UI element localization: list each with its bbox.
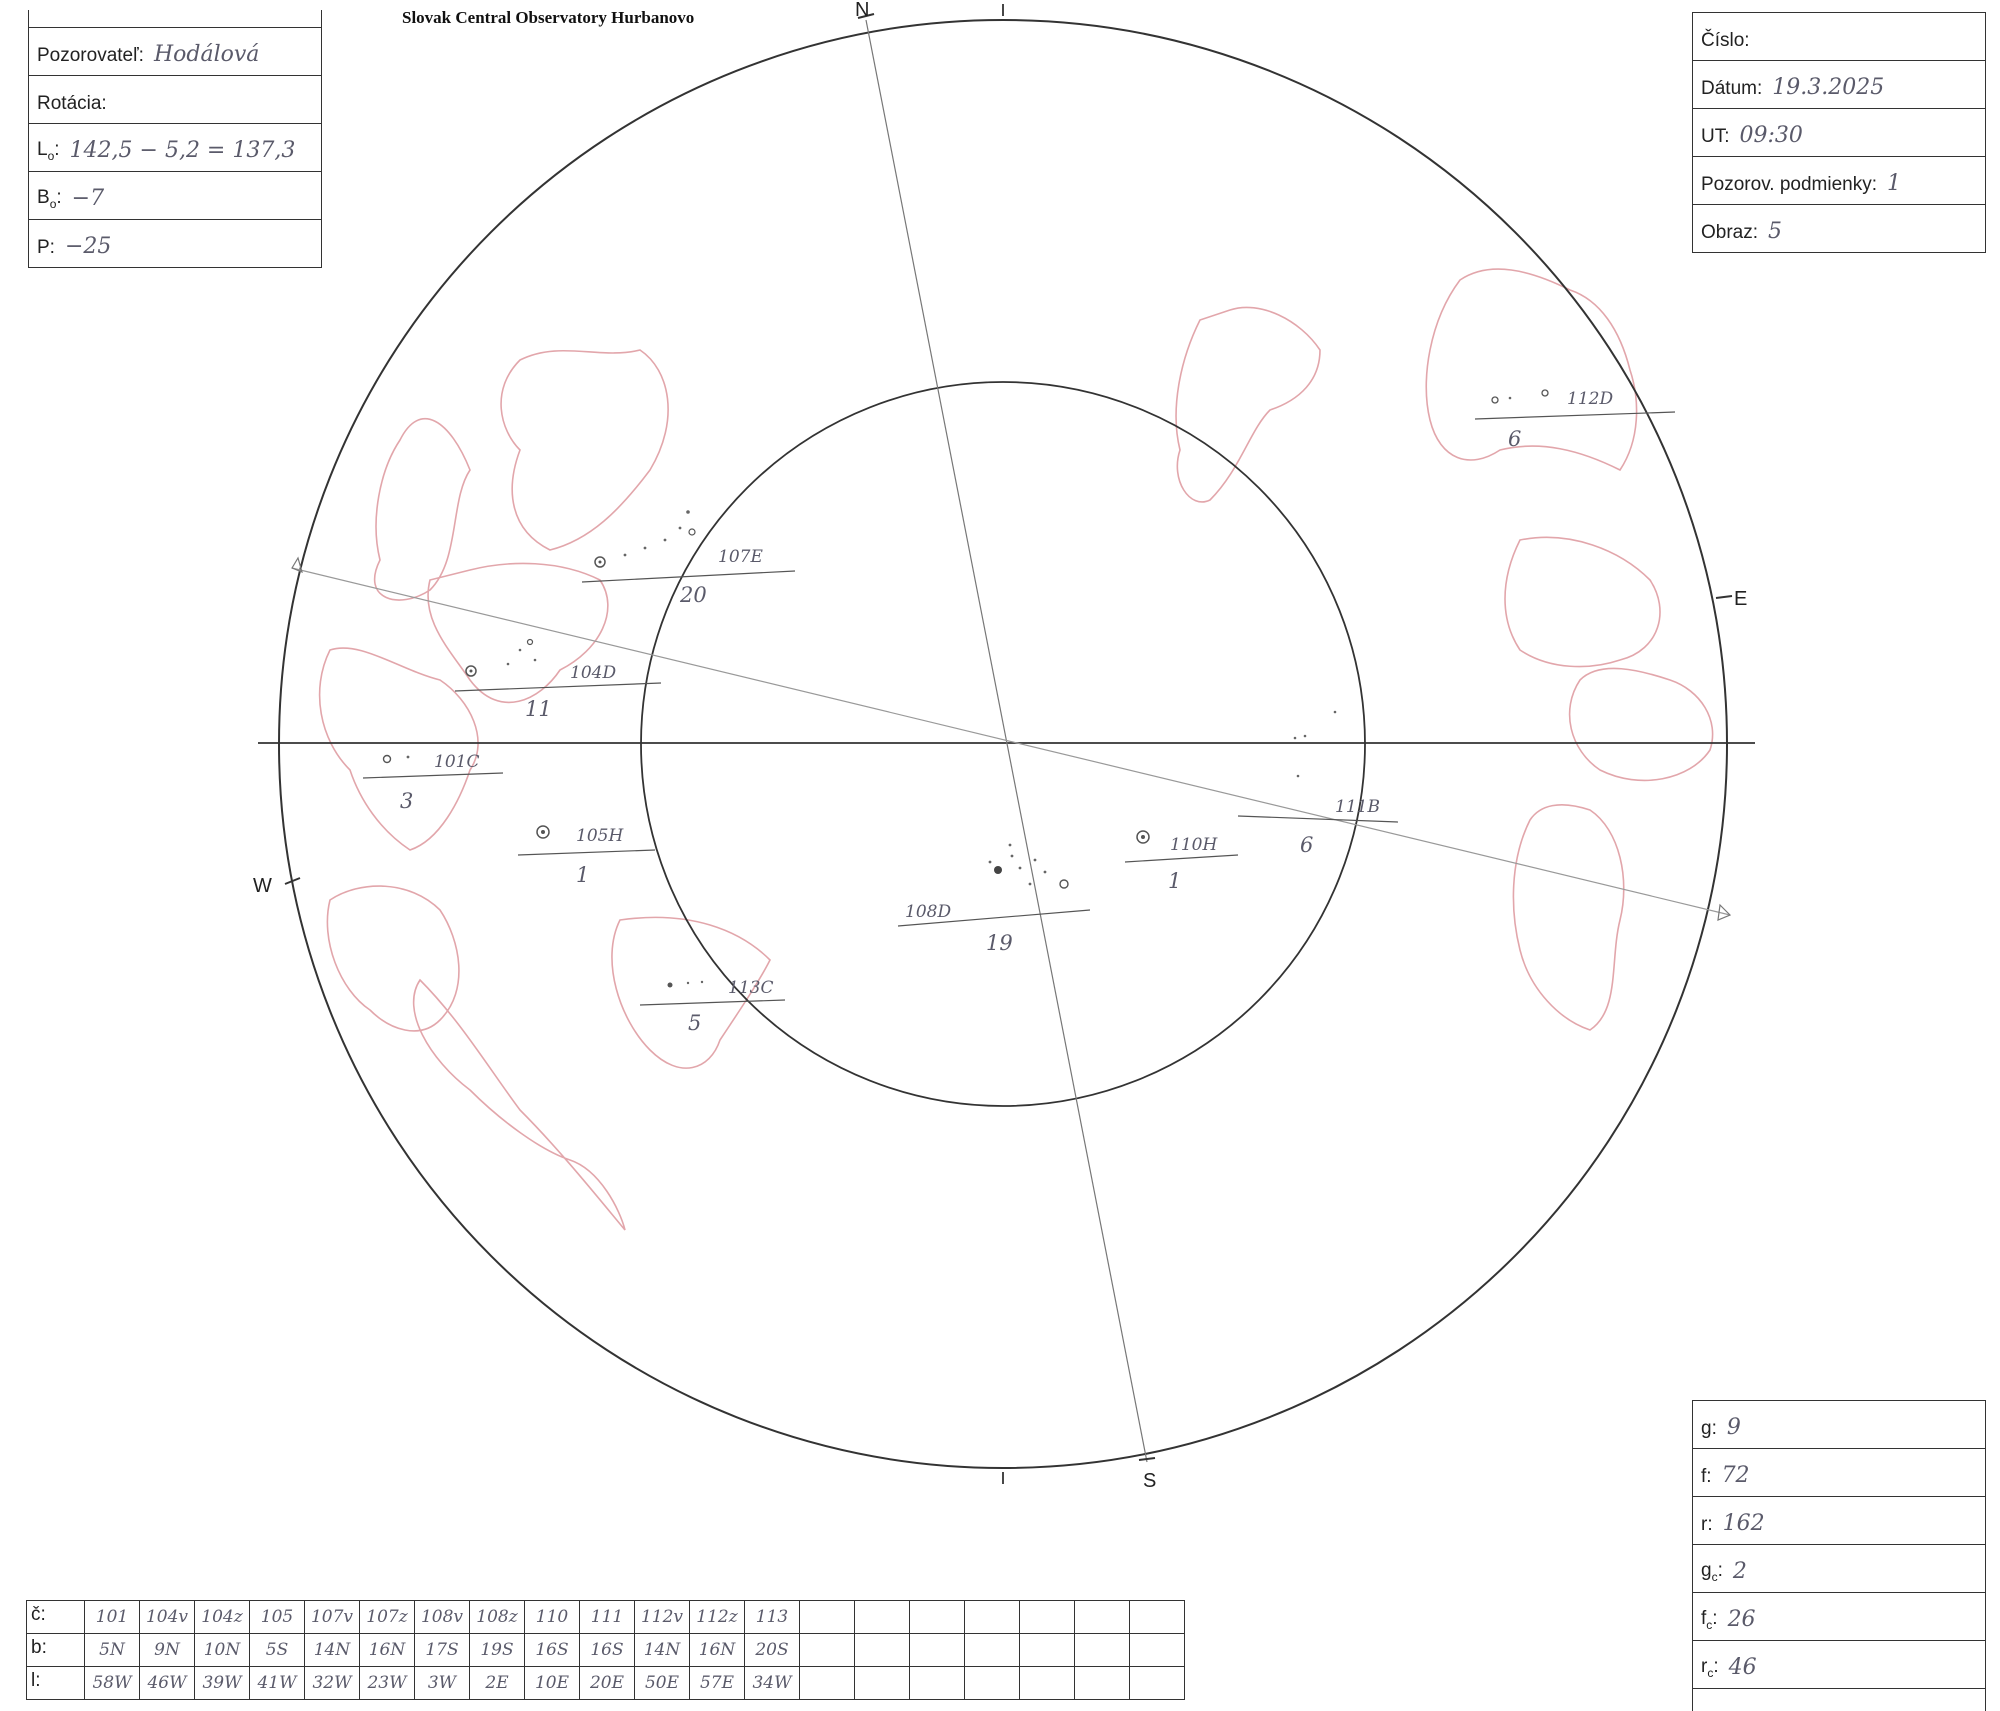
- spot-icon: [534, 659, 537, 662]
- row-label: l:: [27, 1667, 85, 1700]
- spot-icon: [644, 547, 647, 550]
- sunspot-group-105H: [518, 826, 655, 887]
- sunspot-group-108D: [898, 844, 1090, 955]
- table-cell[interactable]: 112z: [690, 1601, 745, 1634]
- table-cell[interactable]: 32W: [305, 1667, 360, 1700]
- table-cell[interactable]: [965, 1601, 1020, 1634]
- fc-value[interactable]: 26: [1727, 1607, 1756, 1632]
- table-cell[interactable]: 23W: [360, 1667, 415, 1700]
- group-count: 1: [576, 863, 590, 887]
- table-cell[interactable]: 3W: [415, 1667, 470, 1700]
- date-value[interactable]: 19.3.2025: [1772, 75, 1885, 100]
- facula-region: [1426, 269, 1636, 470]
- gc-label: $g_c$:: [1701, 1560, 1723, 1584]
- table-cell[interactable]: 105: [250, 1601, 305, 1634]
- spot-icon: [994, 866, 1002, 874]
- group-count: 19: [986, 931, 1013, 955]
- faculae-outlines: [320, 269, 1713, 1230]
- table-cell[interactable]: [800, 1634, 855, 1667]
- table-cell[interactable]: 17S: [415, 1634, 470, 1667]
- table-cell[interactable]: [910, 1667, 965, 1700]
- spot-icon: [1019, 867, 1022, 870]
- table-cell[interactable]: 2E: [470, 1667, 525, 1700]
- table-cell[interactable]: [910, 1634, 965, 1667]
- spot-icon: [679, 527, 682, 530]
- image-quality-label: Obraz:: [1701, 222, 1759, 243]
- groups-table-body: [27, 1601, 1185, 1700]
- table-cell[interactable]: 108z: [470, 1601, 525, 1634]
- spot-icon: [384, 756, 391, 763]
- l0-value[interactable]: 142,5 − 5,2 = 137,3: [69, 138, 296, 163]
- facula-region: [1505, 537, 1660, 666]
- fc-label: $f_c$:: [1701, 1608, 1718, 1632]
- rc-value[interactable]: 46: [1728, 1655, 1757, 1680]
- south-label: S: [1143, 1470, 1157, 1492]
- group-id: 113C: [728, 978, 774, 998]
- table-cell[interactable]: [855, 1667, 910, 1700]
- table-cell[interactable]: 107z: [360, 1601, 415, 1634]
- l0-label: $L_o$:: [37, 139, 60, 163]
- table-cell[interactable]: 111: [580, 1601, 635, 1634]
- sunspot-group-104D: [455, 640, 661, 722]
- f-value[interactable]: 72: [1721, 1463, 1750, 1488]
- table-cell[interactable]: 113: [745, 1601, 800, 1634]
- table-cell[interactable]: 10N: [195, 1634, 250, 1667]
- table-cell[interactable]: 57E: [690, 1667, 745, 1700]
- group-count: 11: [525, 697, 552, 721]
- spot-icon: [507, 663, 510, 666]
- table-cell[interactable]: [1130, 1601, 1185, 1634]
- facula-region: [1513, 805, 1623, 1030]
- group-id: 112D: [1567, 389, 1614, 409]
- group-count: 3: [400, 789, 414, 813]
- sunspot-group-107E: [582, 510, 795, 607]
- observer-label: Pozorovateľ:: [37, 45, 144, 66]
- spot-icon: [668, 983, 673, 988]
- sunspot-group-112D: [1475, 389, 1675, 451]
- group-count: 6: [1300, 833, 1314, 857]
- number-label: Číslo:: [1701, 30, 1750, 51]
- table-cell[interactable]: 5S: [250, 1634, 305, 1667]
- r-value[interactable]: 162: [1722, 1511, 1765, 1536]
- table-cell[interactable]: [800, 1601, 855, 1634]
- east-tick: [1716, 596, 1732, 598]
- spot-icon: [519, 649, 522, 652]
- g-label: g:: [1701, 1418, 1717, 1439]
- spot-icon: [470, 670, 473, 673]
- f-label: f:: [1701, 1466, 1712, 1487]
- ut-value[interactable]: 09:30: [1739, 123, 1803, 148]
- observatory-title: Slovak Central Observatory Hurbanovo: [402, 8, 695, 27]
- north-label: N: [855, 0, 870, 21]
- table-cell[interactable]: 20E: [580, 1667, 635, 1700]
- table-cell[interactable]: 16N: [360, 1634, 415, 1667]
- latitude-row: [27, 1634, 1185, 1667]
- table-cell[interactable]: 104v: [140, 1601, 195, 1634]
- table-cell[interactable]: 39W: [195, 1667, 250, 1700]
- table-cell[interactable]: 50E: [635, 1667, 690, 1700]
- table-cell[interactable]: [800, 1667, 855, 1700]
- spot-icon: [1044, 871, 1047, 874]
- group-id: 108D: [905, 902, 952, 922]
- table-cell[interactable]: 16S: [525, 1634, 580, 1667]
- table-cell[interactable]: 107v: [305, 1601, 360, 1634]
- spot-icon: [1492, 397, 1498, 403]
- spot-icon: [1334, 711, 1337, 714]
- facula-region: [1570, 668, 1713, 780]
- table-cell[interactable]: 16S: [580, 1634, 635, 1667]
- table-cell[interactable]: [1075, 1634, 1130, 1667]
- spot-icon: [407, 756, 410, 759]
- group-id: 111B: [1335, 797, 1380, 817]
- heliographic-equator-line: [292, 568, 1730, 915]
- facula-region: [327, 886, 459, 1031]
- spot-icon: [1009, 844, 1012, 847]
- rc-label: $r_c$:: [1701, 1656, 1719, 1680]
- table-cell[interactable]: [1075, 1667, 1130, 1700]
- spot-icon: [1034, 859, 1037, 862]
- table-cell[interactable]: 5N: [85, 1634, 140, 1667]
- table-cell[interactable]: 58W: [85, 1667, 140, 1700]
- group-count: 6: [1508, 427, 1522, 451]
- table-cell[interactable]: 108v: [415, 1601, 470, 1634]
- spot-icon: [528, 640, 533, 645]
- facula-region: [1176, 307, 1320, 502]
- spot-icon: [687, 982, 689, 984]
- group-id: 101C: [434, 752, 480, 772]
- table-cell[interactable]: [1075, 1601, 1130, 1634]
- table-cell[interactable]: 104z: [195, 1601, 250, 1634]
- spot-icon: [664, 539, 667, 542]
- table-cell[interactable]: 20S: [745, 1634, 800, 1667]
- group-count: 20: [680, 583, 707, 607]
- spot-icon: [1141, 835, 1145, 839]
- table-cell[interactable]: 14N: [305, 1634, 360, 1667]
- table-cell[interactable]: [965, 1634, 1020, 1667]
- sunspot-group-111B: [1238, 711, 1398, 857]
- spot-icon: [1509, 397, 1512, 400]
- table-cell[interactable]: 41W: [250, 1667, 305, 1700]
- sunspot-group-110H: [1125, 831, 1238, 893]
- table-cell[interactable]: 19S: [470, 1634, 525, 1667]
- east-label: E: [1734, 588, 1748, 610]
- b0-label: $B_o$:: [37, 187, 62, 211]
- table-cell[interactable]: 14N: [635, 1634, 690, 1667]
- table-cell[interactable]: 9N: [140, 1634, 195, 1667]
- table-cell[interactable]: [1020, 1601, 1075, 1634]
- table-cell[interactable]: [1020, 1667, 1075, 1700]
- table-cell[interactable]: 34W: [745, 1667, 800, 1700]
- table-cell[interactable]: 10E: [525, 1667, 580, 1700]
- table-cell[interactable]: [910, 1601, 965, 1634]
- group-underline: [518, 850, 655, 855]
- spot-icon: [1297, 775, 1300, 778]
- group-underline: [640, 1000, 785, 1005]
- g-value[interactable]: 9: [1726, 1415, 1741, 1440]
- spot-icon: [701, 981, 703, 983]
- group-number-row: [27, 1601, 1185, 1634]
- group-id: 105H: [576, 826, 624, 846]
- gc-value[interactable]: 2: [1732, 1559, 1747, 1584]
- rotation-label: Rotácia:: [37, 93, 107, 114]
- spot-icon: [1542, 390, 1548, 396]
- spot-icon: [1011, 855, 1014, 858]
- sunspot-group-101C: [363, 752, 503, 813]
- p-label: P:: [37, 237, 55, 258]
- row-label: b:: [27, 1634, 85, 1667]
- facula-region: [320, 648, 478, 850]
- group-count: 5: [688, 1011, 702, 1035]
- sunspot-group-113C: [640, 978, 785, 1035]
- spot-icon: [1304, 735, 1307, 738]
- table-cell[interactable]: [1130, 1667, 1185, 1700]
- image-quality-value[interactable]: 5: [1768, 219, 1783, 244]
- p-value[interactable]: −25: [64, 234, 112, 259]
- date-label: Dátum:: [1701, 78, 1763, 99]
- row-label: č:: [27, 1601, 85, 1634]
- group-underline: [363, 773, 503, 778]
- spot-icon: [624, 554, 627, 557]
- group-id: 107E: [718, 547, 763, 567]
- table-cell[interactable]: 16N: [690, 1634, 745, 1667]
- table-cell[interactable]: 101: [85, 1601, 140, 1634]
- group-underline: [1475, 412, 1675, 419]
- table-cell[interactable]: [855, 1634, 910, 1667]
- r-label: r:: [1701, 1514, 1713, 1535]
- group-underline: [1125, 855, 1238, 862]
- group-underline: [455, 683, 661, 691]
- table-cell[interactable]: 110: [525, 1601, 580, 1634]
- groups-table: [26, 1600, 1185, 1700]
- b0-value[interactable]: −7: [71, 186, 105, 211]
- spot-icon: [689, 529, 695, 535]
- table-cell[interactable]: [1130, 1634, 1185, 1667]
- west-label: W: [253, 875, 272, 897]
- spot-icon: [1029, 883, 1032, 886]
- facula-region: [414, 980, 625, 1230]
- south-tick: [1139, 1458, 1155, 1460]
- spot-icon: [989, 861, 992, 864]
- group-count: 1: [1168, 869, 1182, 893]
- group-underline: [582, 571, 795, 582]
- observer-value[interactable]: Hodálová: [153, 42, 260, 67]
- conditions-value[interactable]: 1: [1887, 171, 1902, 196]
- spot-icon: [541, 830, 545, 834]
- longitude-row: [27, 1667, 1185, 1700]
- spot-icon: [599, 561, 602, 564]
- spot-icon: [686, 510, 690, 514]
- table-cell[interactable]: 112v: [635, 1601, 690, 1634]
- group-id: 104D: [570, 663, 617, 683]
- conditions-label: Pozorov. podmienky:: [1701, 174, 1878, 195]
- table-cell[interactable]: 46W: [140, 1667, 195, 1700]
- table-cell[interactable]: [855, 1601, 910, 1634]
- spot-icon: [1060, 880, 1068, 888]
- group-id: 110H: [1170, 835, 1218, 855]
- outer-disk-circle: [279, 20, 1727, 1468]
- facula-region: [501, 350, 668, 550]
- table-cell[interactable]: [1020, 1634, 1075, 1667]
- table-cell[interactable]: [965, 1667, 1020, 1700]
- ut-label: UT:: [1701, 126, 1730, 147]
- spot-icon: [1294, 737, 1297, 740]
